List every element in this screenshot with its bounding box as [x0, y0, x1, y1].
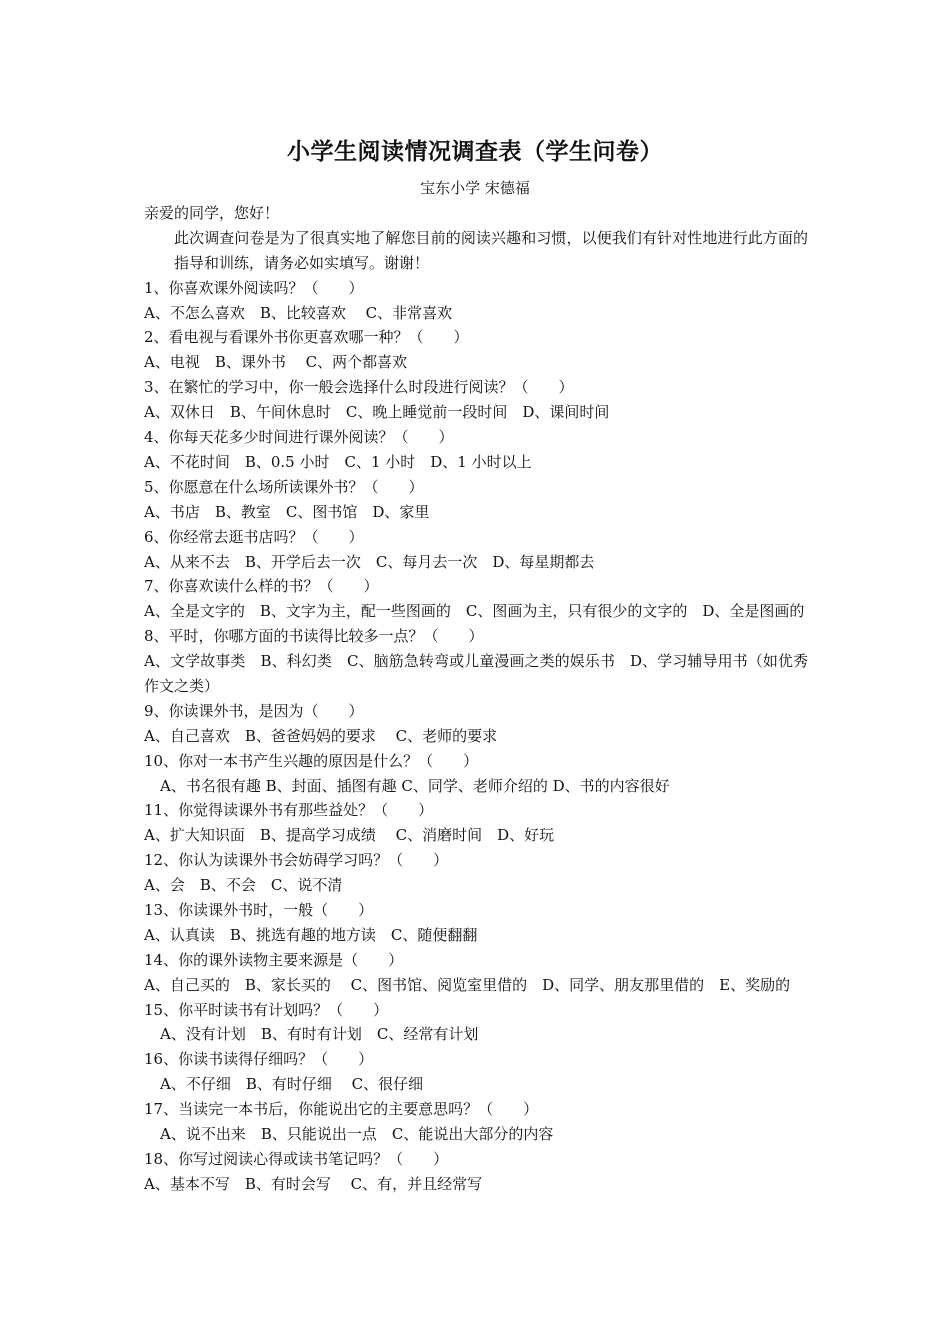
question-3: 3、在繁忙的学习中，你一般会选择什么时段进行阅读？（ ） [144, 378, 574, 397]
options-13: A、认真读 B、挑选有趣的地方读 C、随便翻翻 [144, 925, 478, 944]
question-5: 5、你愿意在什么场所读课外书？（ ） [144, 477, 424, 496]
options-12: A、会 B、不会 C、说不清 [144, 876, 343, 895]
page-title: 小学生阅读情况调查表（学生问卷） [287, 138, 663, 165]
question-2: 2、看电视与看课外书你更喜欢哪一种？（ ） [144, 328, 469, 347]
options-10: A、书名很有趣 B、封面、插图有趣 C、同学、老师介绍的 D、书的内容很好 [160, 776, 670, 795]
question-9: 9、你读课外书，是因为（ ） [144, 701, 364, 720]
question-4: 4、你每天花多少时间进行课外阅读？（ ） [144, 428, 454, 447]
options-3: A、双休日 B、午间休息时 C、晚上睡觉前一段时间 D、课间时间 [144, 403, 610, 422]
options-18: A、基本不写 B、有时会写 C、有，并且经常写 [144, 1174, 483, 1193]
question-11: 11、你觉得读课外书有那些益处？（ ） [144, 801, 434, 820]
intro-paragraph: 此次调查问卷是为了很真实地了解您目前的阅读兴趣和习惯，以便我们有针对性地进行此方面的指导和训练，请务必如实填写。谢谢！ [174, 228, 808, 272]
question-13: 13、你读课外书时，一般（ ） [144, 901, 374, 920]
options-11: A、扩大知识面 B、提高学习成绩 C、消磨时间 D、好玩 [144, 826, 555, 845]
options-17: A、说不出来 B、只能说出一点 C、能说出大部分的内容 [160, 1125, 554, 1144]
options-16: A、不仔细 B、有时仔细 C、很仔细 [160, 1075, 424, 1094]
question-14: 14、你的课外读物主要来源是（ ） [144, 950, 404, 969]
options-9: A、自己喜欢 B、爸爸妈妈的要求 C、老师的要求 [144, 726, 498, 745]
options-7: A、全是文字的 B、文字为主，配一些图画的 C、图画为主，只有很少的文字的 D、全是图画的 [144, 602, 805, 621]
greeting: 亲爱的同学，您好！ [144, 204, 280, 222]
question-8: 8、平时，你哪方面的书读得比较多一点？（ ） [144, 627, 484, 646]
question-16: 16、你读书读得仔细吗？（ ） [144, 1050, 374, 1069]
options-6: A、从来不去 B、开学后去一次 C、每月去一次 D、每星期都去 [144, 552, 595, 571]
question-6: 6、你经常去逛书店吗？（ ） [144, 527, 364, 546]
question-12: 12、你认为读课外书会妨碍学习吗？（ ） [144, 851, 449, 870]
question-18: 18、你写过阅读心得或读书笔记吗？（ ） [144, 1149, 449, 1168]
options-5: A、书店 B、教室 C、图书馆 D、家里 [144, 502, 430, 521]
options-14: A、自己买的 B、家长买的 C、图书馆、阅览室里借的 D、同学、朋友那里借的 E、奖励的 [144, 975, 791, 994]
options-8: A、文学故事类 B、科幻类 C、脑筋急转弯或儿童漫画之类的娱乐书 D、学习辅导用书（如优秀作文之类） [144, 652, 808, 695]
options-2: A、电视 B、课外书 C、两个都喜欢 [144, 353, 408, 372]
question-17: 17、当读完一本书后，你能说出它的主要意思吗？（ ） [144, 1100, 539, 1119]
author-line: 宝东小学 宋德福 [420, 179, 530, 197]
question-10: 10、你对一本书产生兴趣的原因是什么？（ ） [144, 751, 479, 770]
questionnaire-body [144, 201, 808, 1197]
question-1: 1、你喜欢课外阅读吗？（ ） [144, 278, 364, 297]
options-1: A、不怎么喜欢 B、比较喜欢 C、非常喜欢 [144, 303, 453, 322]
options-4: A、不花时间 B、0.5 小时 C、1 小时 D、1 小时以上 [144, 452, 532, 471]
question-15: 15、你平时读书有计划吗？（ ） [144, 1000, 389, 1019]
question-7: 7、你喜欢读什么样的书？（ ） [144, 577, 379, 596]
options-15: A、没有计划 B、有时有计划 C、经常有计划 [160, 1025, 479, 1044]
